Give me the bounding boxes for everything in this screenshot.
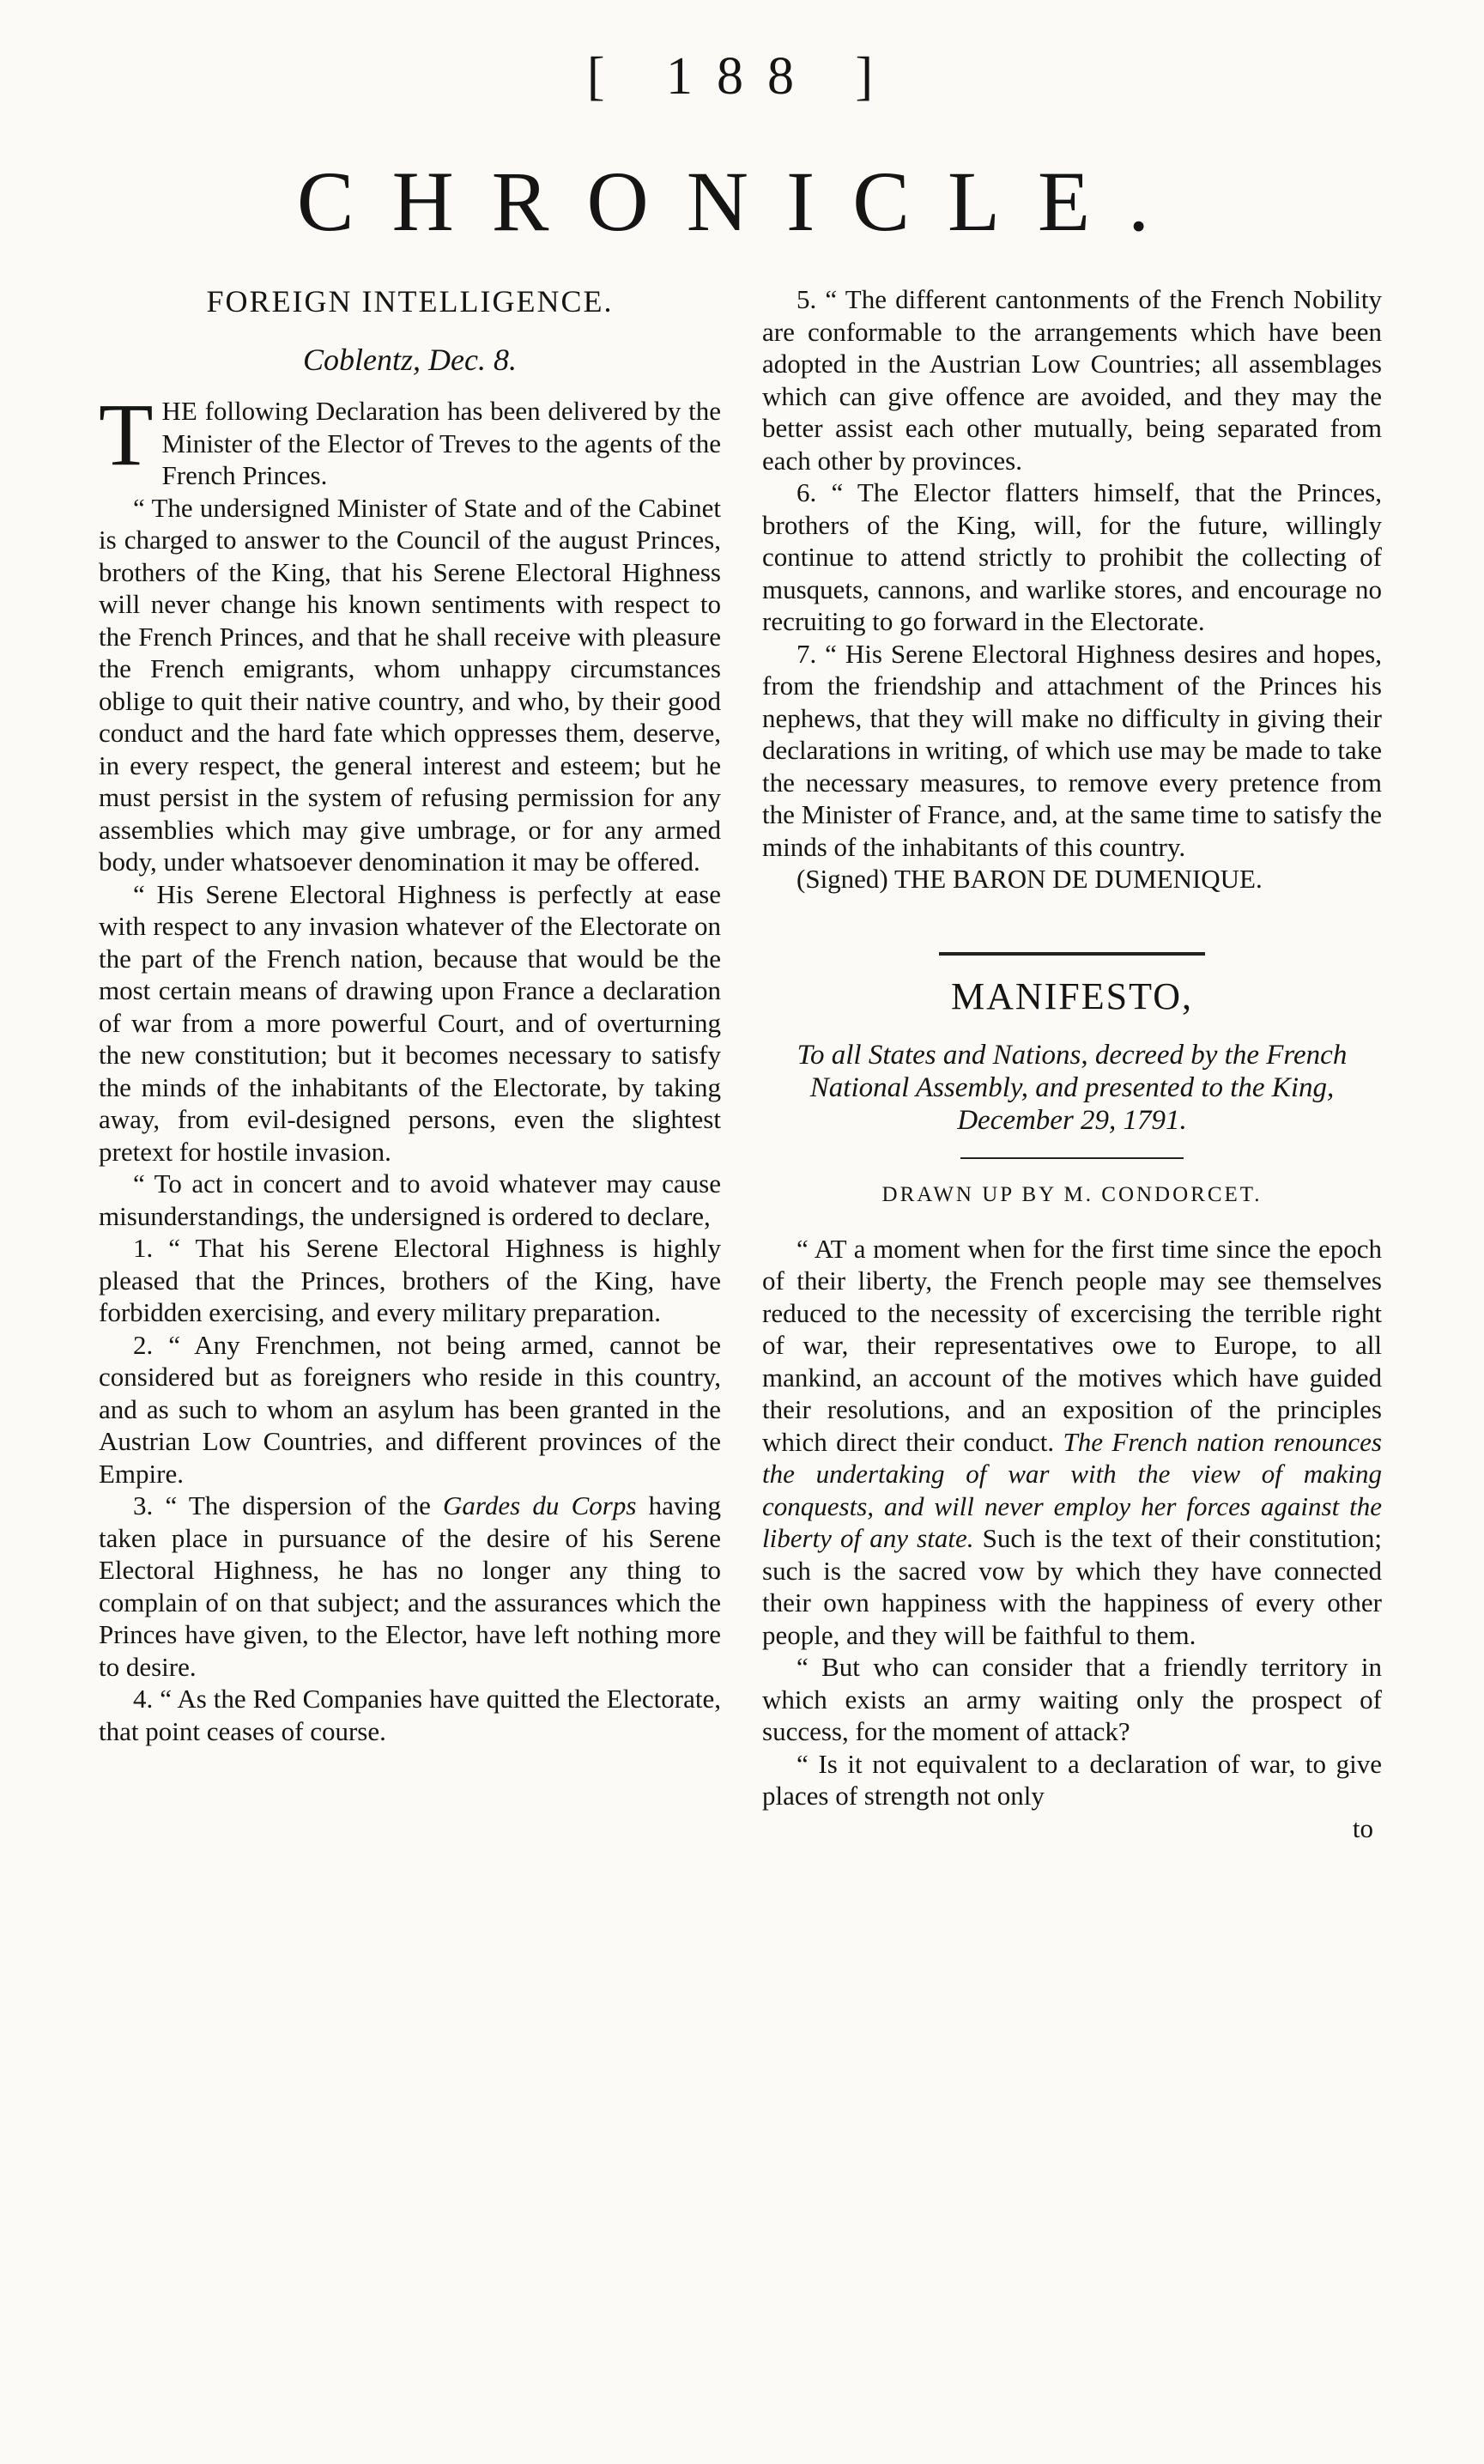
left-column (99, 283, 721, 2447)
italic-phrase: The French nation renounces the undertaking of war with the view of making conquests, and will never employ her forces against the liberty of any state. (762, 1426, 1382, 1553)
manifesto-title: MANIFESTO, (950, 974, 1193, 1017)
page-number: [ 188 ] (586, 47, 898, 106)
manifesto-subtitle: To all States and Nations, decreed by the French National Assembly, and presented to the King, December 29, 1791. (797, 1039, 1348, 1136)
paragraph: “ But who can consider that a friendly territory in which exists an army waiting only the prospect of success, for the moment of attack? (762, 1652, 1382, 1746)
paragraph: “ To act in concert and to avoid whatever may cause misunderstandings, the undersigned is ordered to declare, (99, 1168, 721, 1231)
paragraph: 1. “ That his Serene Electoral Highness is highly pleased that the Princes, brothers of the King, have forbidden exercising, and every military preparation. (99, 1233, 721, 1327)
catchword: to (1352, 1812, 1373, 1843)
right-column (762, 283, 1382, 2447)
section-divider (939, 952, 1205, 956)
paragraph: “ The undersigned Minister of State and of the Cabinet is charged to answer to the Council of the august Princes, brothers of the King, that his Serene Electoral Highness will never change his known sentiments with respect to the French Princes, and that he shall receive with pleasure the French emigrants, whom unhappy circumstances oblige to quit their native country, and who, by their good conduct and the hard fate which oppresses them, deserve, in every respect, the general interest and esteem; but he must persist in the system of refusing permission for any assemblies which may give umbrage, or for any armed body, under whatsoever denomination it may be offered. (99, 492, 721, 877)
paragraph: 6. “ The Elector flatters himself, that the Princes, brothers of the King, will, for the future, willingly continue to attend strictly to prohibit the collecting of musquets, cannons, and warlike stores, and encourage no recruiting to go forward in the Electorate. (762, 477, 1382, 636)
author-line: DRAWN UP BY M. CONDORCET. (881, 1182, 1263, 1206)
paragraph: 7. “ His Serene Electoral Highness desires and hopes, from the friendship and attachment of the Princes his nephews, that they will make no difficulty in giving their declarations in writing, of which use may be made to take the necessary measures, to remove every pretence from the Minister of France, and, at the same time to satisfy the minds of the inhabitants of this country. (762, 638, 1382, 862)
paragraph: 5. “ The different cantonments of the French Nobility are conformable to the arrangements which have been adopted in the Austrian Low Countries; all assemblages which can give offence are avoided, and they may the better assist each other mutually, being separated from each other by provinces. (762, 284, 1382, 476)
paragraph: “ Is it not equivalent to a declaration of war, to give places of strength not only (762, 1748, 1382, 1811)
paragraph: “ His Serene Electoral Highness is perfectly at ease with respect to any invasion whatever of the Electorate on the part of the French nation, because that would be the most certain means of drawing upon France a declaration of war from a more powerful Court, and of overturning the new constitution; but it becomes necessary to satisfy the minds of the inhabitants of the Electorate, by taking away, from evil-designed persons, even the slightest pretext for hostile invasion. (99, 878, 721, 1167)
drop-cap: T (99, 385, 154, 484)
section-title: FOREIGN INTELLIGENCE. (206, 284, 614, 319)
dateline: Coblentz, Dec. 8. (303, 343, 517, 377)
paragraph: 4. “ As the Red Companies have quitted the Electorate, that point ceases of course. (99, 1684, 721, 1746)
short-divider (960, 1157, 1184, 1159)
signature-line: (Signed) THE BARON DE DUMENIQUE. (797, 864, 1263, 894)
paragraph: “ AT a moment when for the first time since the epoch of their liberty, the French people may see themselves reduced to the necessity of excercising the terrible right of war, their representatives owe to Europe, to all mankind, an account of the motives which have guided their resolutions, and an exposition of the principles which direct their conduct. The French nation renounces the undertaking of war with the view of making conquests, and will never employ her forces against the liberty of any state. Such is the text of their constitution; such is the sacred vow by which they have connected their own happiness with the happiness of every other people, and they will be faithful to them. (762, 1233, 1382, 1650)
running-head: CHRONICLE. (296, 154, 1188, 249)
paragraph: THE following Declaration has been delivered by the Minister of the Elector of Treves to the agents of the French Princes. (99, 385, 721, 490)
paragraph: 2. “ Any Frenchmen, not being armed, cannot be considered but as foreigners who reside in this country, and as such to whom an asylum has been granted in the Austrian Low Countries, and different provinces of the Empire. (99, 1329, 721, 1489)
paragraph: 3. “ The dispersion of the Gardes du Corps having taken place in pursuance of the desire of his Serene Electoral Highness, he has no longer any thing to complain of on that subject; and the assurances which the Princes have given, to the Elector, have left nothing more to desire. (99, 1490, 721, 1682)
italic-phrase: Gardes du Corps (443, 1490, 637, 1520)
